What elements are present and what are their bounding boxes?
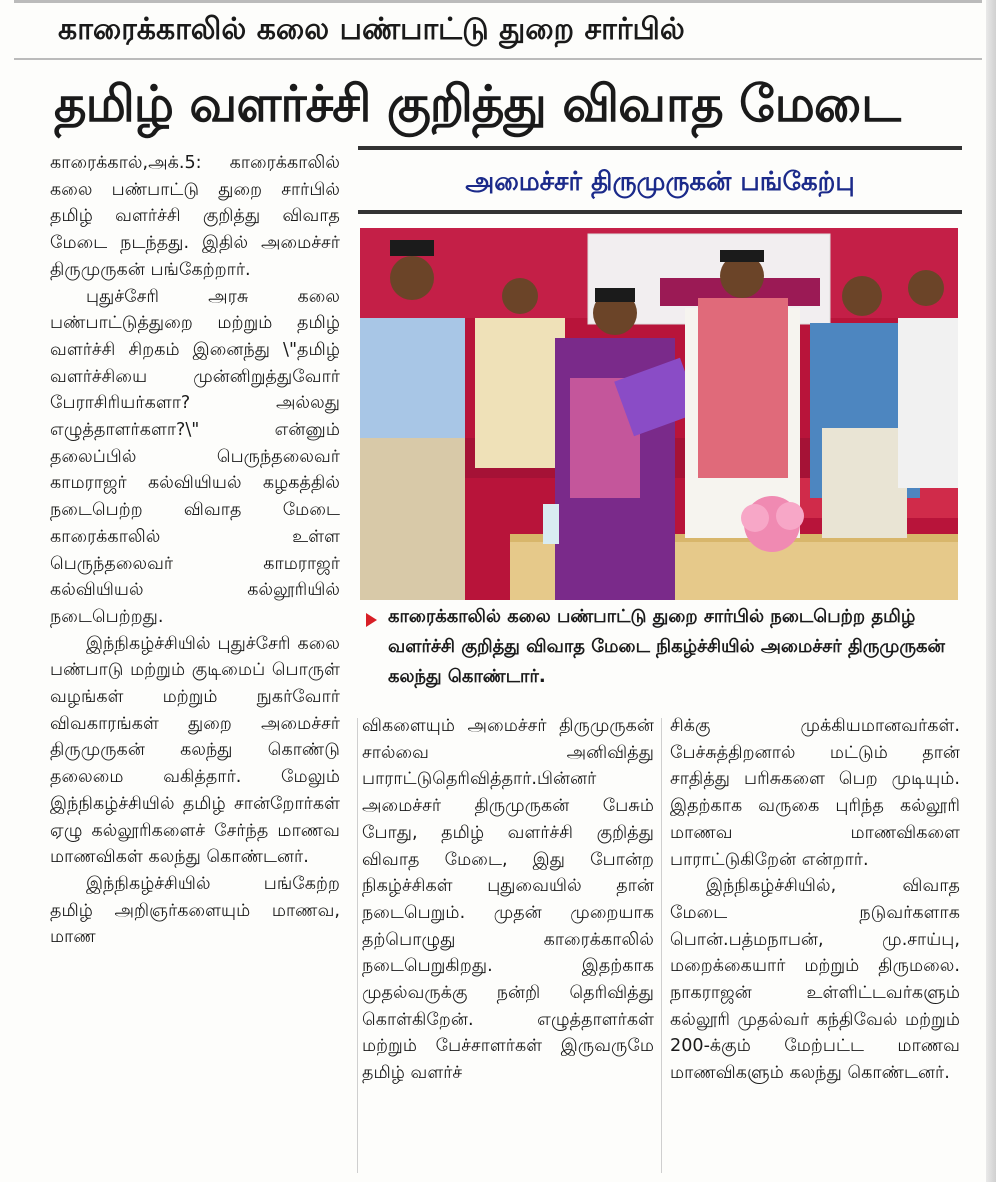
article-headline: தமிழ் வளர்ச்சி குறித்து விவாத மேடை bbox=[54, 75, 900, 133]
paragraph: காரைக்கால்,அக்.5: காரைக்காலில் கலை பண்பாட்டு துறை சார்பில் தமிழ் வளர்ச்சி குறித்து விவாத மேடை நடந்தது. இதில் அமைச்சர் திருமுருகன் பங்கேற்றார். bbox=[50, 153, 340, 280]
paragraph: இந்நிகழ்ச்சியில் பங்கேற்ற தமிழ் அறிஞர்களையும் மாணவ, மாண bbox=[50, 873, 340, 948]
paragraph: சிக்கு முக்கியமானவர்கள். பேச்சுத்திறனால் மட்டும் தான் சாதித்து பரிசுகளை பெற முடியும். இதற்காக வருகை புரிந்த கல்லூரி மாணவ மாணவிகளை பாராட்டுகிறேன் என்றார். bbox=[670, 716, 960, 870]
page-edge-shadow bbox=[986, 0, 996, 1182]
column-divider bbox=[661, 718, 662, 1173]
article-subheadline: அமைச்சர் திருமுருகன் பங்கேற்பு bbox=[465, 167, 855, 197]
article-column-3 bbox=[670, 713, 960, 1178]
paragraph: புதுச்சேரி அரசு கலை பண்பாட்டுத்துறை மற்றும் தமிழ் வளர்ச்சி சிறகம் இனைந்து \"தமிழ் வளர்ச்சியை முன்னிறுத்துவோர் பேராசிரியர்களா? அல்லது எழுத்தாளர்களா?\" என்னும் தலைப்பில் பெருந்தலைவர் காமராஜர் கல்வியியல் கழகத்தில் நடைபெற்ற விவாத மேடை காரைக்காலில் உள்ள பெருந்தலைவர் காமராஜர் கல்வியியல் கல்லூரியில் நடைபெற்றது. bbox=[50, 286, 340, 627]
paragraph: இந்நிகழ்ச்சியில், விவாத மேடை நடுவர்களாக பொன்.பத்மநாபன், மு.சாய்பு, மறைக்கையார் மற்றும் திருமலை. நாகராஜன் உள்ளிட்டவர்களும் கல்லூரி முதல்வர் கந்திவேல் மற்றும் 200-க்கும் மேற்பட்ட மாணவ மாணவிகளும் கலந்து கொண்டனர். bbox=[670, 876, 960, 1084]
news-photo bbox=[360, 228, 958, 600]
article-column-2 bbox=[362, 713, 654, 1178]
subhead-bottom-rule bbox=[358, 210, 962, 214]
subhead-top-rule bbox=[358, 146, 962, 150]
article-column-1 bbox=[50, 150, 340, 1180]
event-photo-illustration bbox=[360, 228, 958, 600]
paragraph: விகளையும் அமைச்சர் திருமுருகன் சால்வை அனிவித்து பாராட்டுதெரிவித்தார்.பின்னர் அமைச்சர் திருமுருகன் பேசும் போது, தமிழ் வளர்ச்சி குறித்து விவாத மேடை, இது போன்ற நிகழ்ச்சிகள் புதுவையில் தான் நடைபெறும். முதன் முறையாக தற்பொழுது காரைக்காலில் நடைபெறுகிறது. இதற்காக முதல்வருக்கு நன்றி தெரிவித்து கொள்கிறேன். எழுத்தாளர்கள் மற்றும் பேச்சாளர்கள் இருவருமே தமிழ் வளர்ச் bbox=[362, 716, 654, 1084]
caption-arrow-icon bbox=[366, 613, 377, 627]
column-divider bbox=[357, 718, 358, 1173]
paragraph: இந்நிகழ்ச்சியில் புதுச்சேரி கலை பண்பாடு மற்றும் குடிமைப் பொருள் வழங்கள் மற்றும் நுகர்வோர் விவகாரங்கள் துறை அமைச்சர் திருமுருகன் கலந்து கொண்டு தலைமை வகித்தார். மேலும் இந்நிகழ்ச்சியில் தமிழ் சான்றோர்கள் ஏழு கல்லூரிகளைச் சேர்ந்த மாணவ மாணவிகள் கலந்து கொண்டனர். bbox=[50, 633, 340, 868]
article-kicker: காரைக்காலில் கலை பண்பாட்டு துறை சார்பில் bbox=[14, 0, 982, 60]
photo-caption: காரைக்காலில் கலை பண்பாட்டு துறை சார்பில் நடைபெற்ற தமிழ் வளர்ச்சி குறித்து விவாத மேடை நிகழ்ச்சியில் அமைச்சர் திருமுருகன் கலந்து கொண்டார். bbox=[388, 606, 946, 687]
